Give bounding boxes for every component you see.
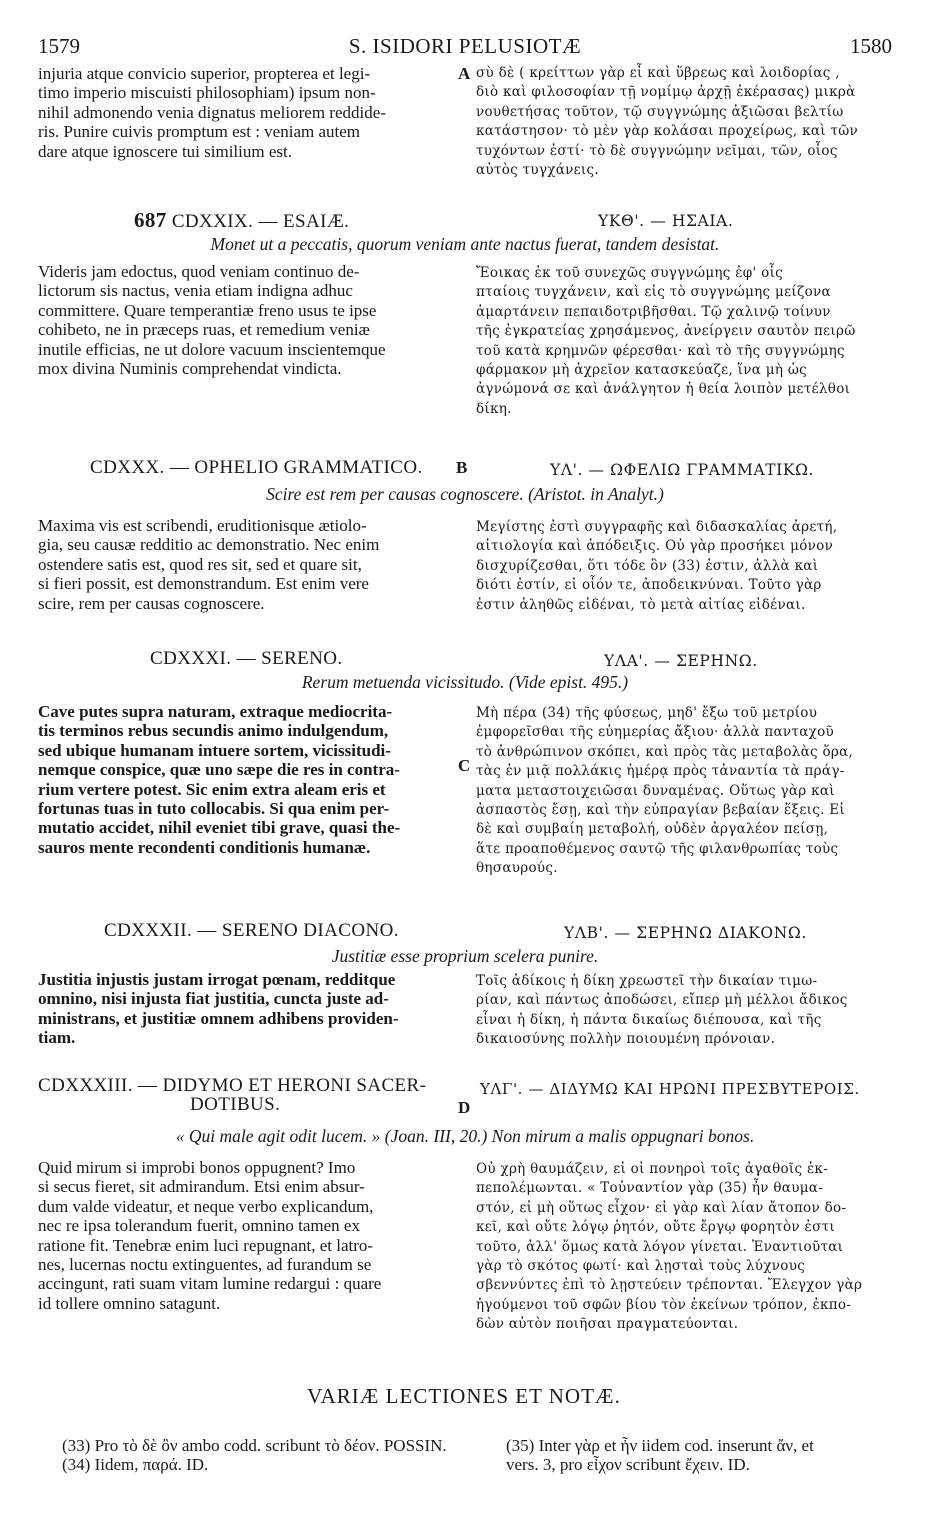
greek-text (476, 518, 896, 615)
text-line: νουθετήσας τοῦτον, τῷ συγγνώμης ἀξιῶσαι βελτίω (476, 103, 844, 120)
letter-heading-latin (134, 208, 349, 233)
greek-text (476, 264, 896, 419)
text-line: dum valde videatur, et neque verbo explicandum, (38, 1196, 374, 1216)
running-title: S. ISIDORI PELUSIOTÆ (348, 34, 582, 58)
text-line: timo imperio miscuisti philosophiam) ipsum non- (38, 83, 376, 103)
text-line: πεπολέμωνται. « Τοὐναντίον γὰρ (35) ἦν θαυμα- (476, 1180, 824, 1197)
footnote: (33) Pro τὸ δὲ ὂν ambo codd. scribunt τὸ δέον. POSSIN. (62, 1436, 447, 1455)
text-line: εἶναι ἡ δίκη, ἡ πάντα δικαίως διέπουσα, καὶ τῆς (476, 1011, 822, 1028)
text-line: injuria atque convicio superior, propterea et legi- (38, 64, 371, 83)
latin-text (38, 262, 458, 378)
text-line: δὼν αὐτὸν ποιῆσαι πραγματεύονται. (476, 1316, 739, 1333)
latin-text (38, 64, 458, 161)
latin-text (38, 516, 458, 613)
greek-text (476, 64, 896, 180)
text-line: scire, rem per causas cognoscere. (38, 593, 265, 613)
text-line: αἰτιολογία καὶ ἀπόδειξις. Οὐ γὰρ προσήκει μόνον (476, 538, 834, 555)
text-line: δικαιοσύνης πολλὴν ποιουμένη πρόνοιαν. (476, 1031, 776, 1048)
text-line: mox divina Numinis comprehendat vindicta. (38, 359, 342, 379)
letter-heading-latin: CDXXX. — OPHELIO GRAMMATICO. (90, 457, 423, 478)
text-line: ἀγνώμονά σε καὶ ἀνάλγητον ἡ θεία λοιπὸν μετέλθοι (476, 381, 851, 398)
heading-line: CDXXXIII. — DIDYMO ET HERONI SACER- (38, 1075, 427, 1096)
text-line: si fieri possit, est demonstrandum. Est enim vere (38, 574, 369, 594)
text-line: Μεγίστης ἐστὶ συγγραφῆς καὶ διδασκαλίας ἀρετή, (476, 519, 838, 535)
text-line: Videris jam edoctus, quod veniam continuo de- (38, 262, 360, 281)
greek-text (476, 1160, 896, 1335)
text-line: committere. Quare temperantiæ freno usus te ipse (38, 300, 377, 320)
letter-heading-greek: ΥΛΓ'. — ΔΙΔΥΜΩ ΚΑΙ ΗΡΩΝΙ ΠΡΕΣΒΥΤΕΡΟΙΣ. (480, 1080, 860, 1098)
text-line: κεῖ, καὶ οὔτε λόγῳ ῥητόν, οὔτε ἔργῳ φορητὸν ἐστι (476, 1219, 835, 1236)
column-number-right: 1580 (850, 34, 892, 58)
text-line: inutile efficias, ne ut dolore vacuum inscientemque (38, 339, 386, 359)
latin-text (38, 702, 458, 857)
letter-summary: Monet ut a peccatis, quorum veniam ante nactus fuerat, tandem desistat. (210, 234, 720, 254)
text-line: rium vertere potest. Sic enim extra aleam eris et (38, 779, 386, 799)
text-line: τοῦ κατὰ κρημνῶν φέρεσθαι· καὶ τὸ τῆς συγγνώμης (476, 342, 845, 359)
text-line: dare atque ignoscere tui similium est. (38, 141, 292, 161)
text-line: τὸ ἀνθρώπινον σκόπει, καὶ πρὸς τὰς μεταβολὰς ὅρα, (476, 743, 854, 760)
text-line: fortunas tuas in tuto collocabis. Si qua enim per- (38, 799, 390, 819)
text-line: lictorum sis nactus, venia etiam indigna adhuc (38, 281, 353, 301)
margin-letter: C (458, 756, 471, 775)
text-line: ἁμαρτάνειν πεπαιδοτριβῆσθαι. Τῷ χαλινῷ τοίνυν (476, 303, 831, 320)
text-line: σὺ δὲ ( κρείττων γὰρ εἶ καὶ ὕβρεως καὶ λοιδορίας , (476, 65, 840, 81)
letter-heading-latin (38, 1076, 426, 1114)
text-line: Cave putes supra naturam, extraque mediocrita- (38, 702, 393, 721)
text-line: nihil admonendo venia dignatus meliorem reddide- (38, 102, 386, 122)
letter-summary: Rerum metuenda vicissitudo. (Vide epist. 495.) (301, 672, 629, 692)
latin-text (38, 970, 458, 1048)
letter-heading-latin: CDXXXI. — SERENO. (150, 648, 343, 669)
text-line: nemque conspice, quæ uno sæpe die res in contra- (38, 760, 400, 780)
text-line: Ἔοικας ἐκ τοῦ συνεχῶς συγγνώμης ἐφ' οἷς (476, 265, 784, 281)
text-line: nec re ipsa tolerandum fuerit, omnino tamen ex (38, 1216, 360, 1236)
text-line: ministrans, et justitiæ omnem adhibens providen- (38, 1008, 399, 1028)
text-line: ἀσπαστὸς ἔσῃ, καὶ τὴν εὐπραγίαν βεβαίαν ἕξεις. Εἰ (476, 802, 845, 819)
text-line: τυχόντων ἐστί· τὸ δὲ συγγνώμην νεῖμαι, τῶν, οἷος (476, 142, 838, 159)
letter-summary: Scire est rem per causas cognoscere. (Aristot. in Analyt.) (266, 484, 664, 504)
running-head (38, 34, 892, 58)
text-line: διότι ἐστίν, εἰ οἷόν τε, ἀποδεικνύναι. Τοῦτο γὰρ (476, 577, 822, 594)
text-line: ἐστιν ἀληθῶς εἰδέναι, τὸ μετὰ αἰτίας εἰδέναι. (476, 596, 806, 613)
text-line: ἅτε προαποθέμενος σαυτῷ τῆς φιλανθρωπίας τοὺς (476, 840, 839, 857)
letter-heading-greek: ΥΛΒ'. — ΣΕΡΗΝΩ ΔΙΑΚΟΝΩ. (564, 924, 807, 942)
text-line: δίκη. (476, 400, 512, 417)
text-line: Τοῖς ἀδίκοις ἡ δίκη χρεωστεῖ τὴν δικαίαν τιμω- (476, 973, 818, 989)
text-line: στόν, εἰ μὴ οὕτως εἶχον· εἰ γὰρ καὶ λίαν ἄτοπον δο- (476, 1199, 847, 1216)
text-line: πταίοις τυγχάνειν, καὶ εἰς τὸ συγγνώμης μείζονα (476, 284, 831, 301)
footnote: vers. 3, pro εἶχον scribunt ἔχειν. ID. (506, 1455, 750, 1474)
text-line: δισχυρίζεσθαι, ὅτι τόδε ὂν (33) ἐστιν, ἀλλὰ καὶ (476, 557, 819, 574)
text-line: id tollere omnino satagunt. (38, 1293, 221, 1313)
text-line: διὸ καὶ φιλοσοφίαν τῇ νομίμῳ ἀρχῇ ἐκέρασας) μικρὰ (476, 84, 856, 101)
text-line: omnino, nisi injusta fiat justitia, cuncta juste ad- (38, 989, 389, 1009)
text-line: σβεννύντες ἐπὶ τὸ λῃστεύειν τρέπονται. Ἔλεγχον γὰρ (476, 1277, 863, 1294)
text-line: δὲ καὶ συμβαίη μεταβολή, οὐδὲν ἀργαλέον πείσῃ, (476, 821, 829, 838)
letter-summary: « Qui male agit odit lucem. » (Joan. III, 20.) Non mirum a malis oppugnari bonos. (175, 1126, 755, 1146)
letter-heading-greek: ΥΛ'. — ΩΦΕΛΙΩ ΓΡΑΜΜΑΤΙΚΩ. (550, 461, 815, 479)
text-line: tiam. (38, 1028, 76, 1048)
text-line: τῆς ἐγκρατείας χρησάμενος, ἀνείργειν σαυτὸν πειρῶ (476, 323, 856, 340)
latin-text (38, 1158, 458, 1313)
greek-text (476, 704, 896, 879)
text-line: Quid mirum si improbi bonos oppugnent? Imo (38, 1158, 356, 1177)
text-line: ratione fit. Tenebræ enim luci repugnant, et latro- (38, 1235, 374, 1255)
letter-heading-greek: ΥΛΑ'. — ΣΕΡΗΝΩ. (604, 652, 758, 670)
text-line: ἐμφορεῖσθαι τῆς εὐημερίας ἄξιου· ἀλλὰ πανταχοῦ (476, 724, 835, 741)
text-line: τοῦτο, ἀλλ' ὅμως κατὰ λόγον γίνεται. Ἐναντιοῦται (476, 1238, 844, 1255)
footnote: (35) Inter γὰρ et ἦν iidem cod. inserunt ἄν, et (506, 1436, 814, 1455)
text-line: ris. Punire cuivis promptum est : veniam autem (38, 122, 361, 142)
text-line: τὰς ἐν μιᾷ πολλάκις ἡμέρᾳ πρὸς τἀναντία τὰ πράγ- (476, 763, 845, 780)
margin-letter: A (458, 64, 471, 83)
text-line: θησαυρούς. (476, 860, 558, 877)
text-line: cohibeto, ne in præceps ruas, et remedium veniæ (38, 320, 370, 340)
heading-text: CDXXIX. — ESAIÆ. (171, 211, 350, 232)
margin-letter: D (458, 1098, 471, 1117)
text-line: κατάστησον· τὸ μὲν γὰρ κολάσαι προχείρως, καὶ τῶν (476, 123, 859, 140)
text-line: αὐτὸς τυγχάνεις. (476, 162, 599, 179)
text-line: ματα μεταστοιχειῶσαι δυναμένας. Οὕτως γὰρ καὶ (476, 782, 835, 799)
text-line: Οὐ χρὴ θαυμάζειν, εἰ οἱ πονηροὶ τοῖς ἀγαθοῖς ἐκ- (476, 1161, 829, 1177)
text-line: ρίαν, καὶ πάντως ἀποδώσει, εἴπερ μὴ μέλλοι ἄδικος (476, 992, 848, 1009)
text-line: tis terminos rebus secundis animo indulgendum, (38, 721, 389, 741)
text-line: mutatio accidet, nihil eveniet tibi grave, quasi the- (38, 818, 401, 838)
greek-text (476, 972, 896, 1050)
text-line: accingunt, rati suam vitam lumine redargui : quare (38, 1274, 382, 1294)
text-line: gia, seu causæ redditio ac demonstratio. Nec enim (38, 535, 380, 555)
text-line: sed ubique humanam intuere sortem, vicissitudi- (38, 740, 391, 760)
letter-heading-latin: CDXXXII. — SERENO DIACONO. (104, 920, 399, 941)
text-line: sauros mente recondenti conditionis humanæ. (38, 837, 371, 857)
text-line: φάρμακον μὴ ἀχρεῖον κατασκεύαζε, ἵνα μὴ ὡς (476, 362, 807, 379)
letter-heading-greek: ΥΚΘ'. — ΗΣΑΙΑ. (598, 212, 734, 230)
heading-line: DOTIBUS. (190, 1094, 281, 1115)
column-number-left: 1579 (38, 34, 80, 58)
footnote: (34) Iidem, παρά. ID. (62, 1455, 209, 1474)
text-line: ἡγούμενοι τοῦ σφῶν βίου τὸν ἐκείνων τρόπον, ἐκπο- (476, 1296, 852, 1313)
text-line: ostendere satis est, quod res sit, sed et quare sit, (38, 554, 362, 574)
text-line: γὰρ τὸ σκότος φωτί· καὶ λῃσταὶ τοὺς λύχνους (476, 1258, 806, 1275)
text-line: Maxima vis est scribendi, eruditionisque ætiolo- (38, 516, 367, 535)
margin-letter: B (456, 458, 468, 477)
page-number-687: 687 (134, 208, 167, 232)
text-line: Justitia injustis justam irrogat pœnam, redditque (38, 970, 396, 989)
notes-heading: VARIÆ LECTIONES ET NOTÆ. (307, 1384, 621, 1408)
letter-summary: Justitiæ esse proprium scelera punire. (331, 946, 599, 966)
text-line: si secus fieret, sit admirandum. Etsi enim absur- (38, 1177, 365, 1197)
text-line: nes, lucernas noctu extinguentes, ad furandum se (38, 1255, 372, 1275)
text-line: Μὴ πέρα (34) τῆς φύσεως, μηδ' ἔξω τοῦ μετρίου (476, 705, 818, 721)
